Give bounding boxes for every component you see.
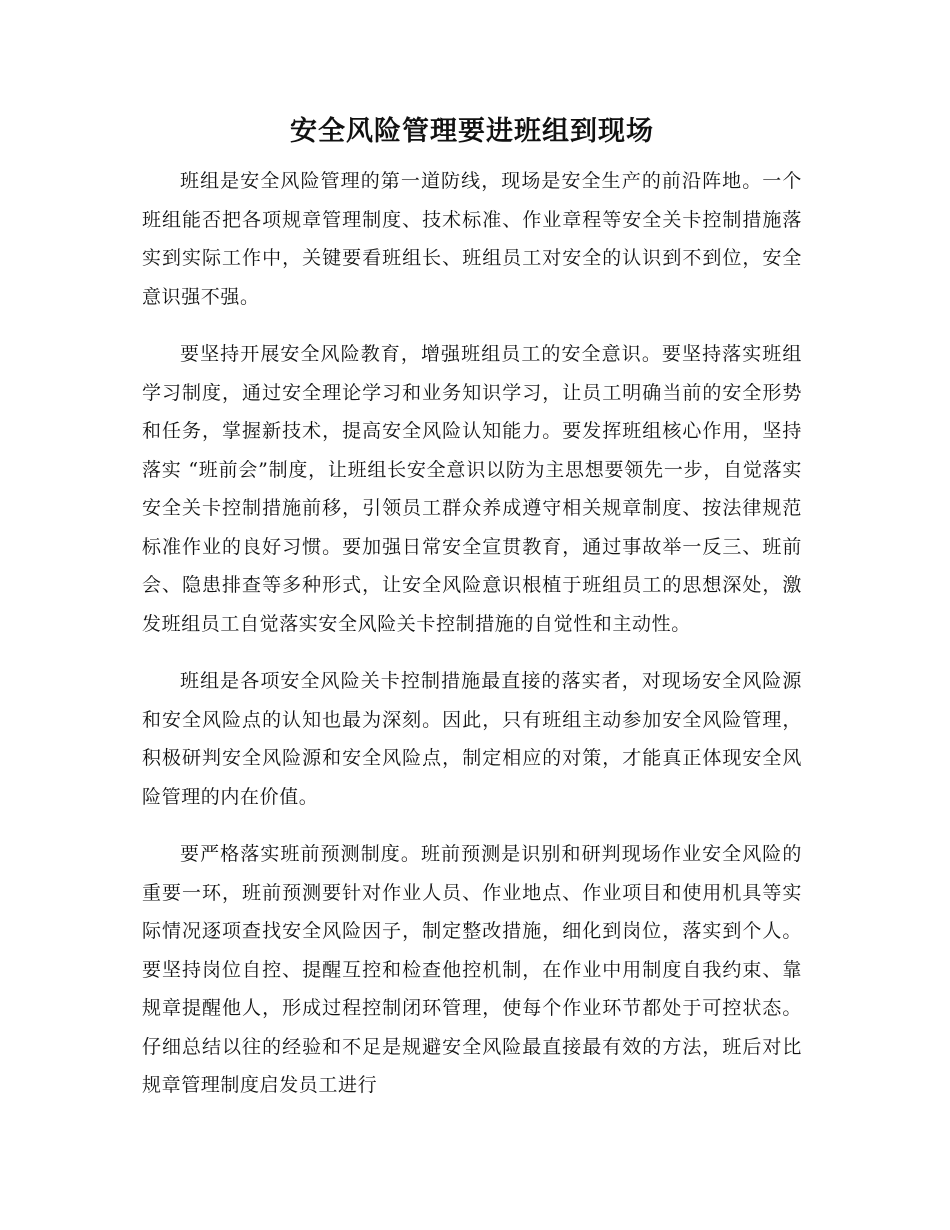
document-body <box>142 112 802 1124</box>
document-title: 安全风险管理要进班组到现场 <box>290 116 654 147</box>
paragraph-3: 班组是各项安全风险关卡控制措施最直接的落实者，对现场安全风险源和安全风险点的认知也最为深刻。因此，只有班组主动参加安全风险管理，积极研判安全风险源和安全风险点，制定相应的对策，才能真正体现安全风险管理的内在价值。 <box>142 670 802 808</box>
paragraph-1: 班组是安全风险管理的第一道防线，现场是安全生产的前沿阵地。一个班组能否把各项规章管理制度、技术标准、作业章程等安全关卡控制措施落实到实际工作中，关键要看班组长、班组员工对安全的认识到不到位，安全意识强不强。 <box>142 170 802 308</box>
paragraph-4: 要严格落实班前预测制度。班前预测是识别和研判现场作业安全风险的重要一环，班前预测要针对作业人员、作业地点、作业项目和使用机具等实际情况逐项查找安全风险因子，制定整改措施，细化到岗位，落实到个人。要坚持岗位自控、提醒互控和检查他控机制，在作业中用制度自我约束、靠规章提醒他人，形成过程控制闭环管理，使每个作业环节都处于可控状态。仔细总结以往的经验和不足是规避安全风险最直接最有效的方法，班后对比规章管理制度启发员工进行 <box>142 843 802 1096</box>
paragraph-2: 要坚持开展安全风险教育，增强班组员工的安全意识。要坚持落实班组学习制度，通过安全理论学习和业务知识学习，让员工明确当前的安全形势和任务，掌握新技术，提高安全风险认知能力。要发挥班组核心作用，坚持落实 “班前会”制度，让班组长安全意识以防为主思想要领先一步，自觉落实安全关卡控制措施前移，引领员工群众养成遵守相关规章制度、按法律规范标准作业的良好习惯。要加强日常安全宣贯教育，通过事故举一反三、班前会、隐患排查等多种形式，让安全风险意识根植于班组员工的思想深处，激发班组员工自觉落实安全风险关卡控制措施的自觉性和主动性。 <box>142 343 802 635</box>
